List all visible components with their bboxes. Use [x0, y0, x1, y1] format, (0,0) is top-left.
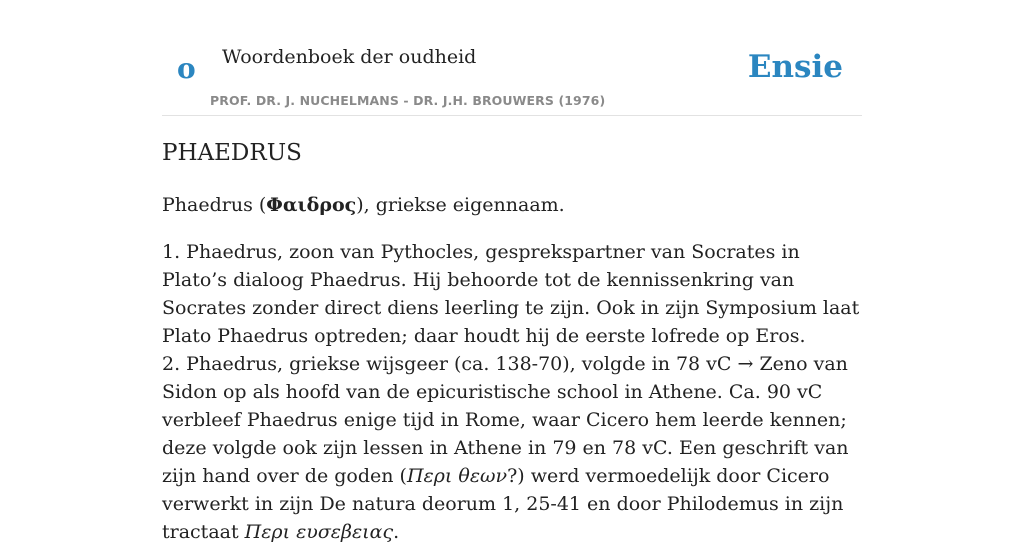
lead-greek-name: Φαιδρος — [266, 194, 357, 216]
lead-text-post: ), griekse eigennaam. — [356, 194, 565, 216]
book-authors: PROF. DR. J. NUCHELMANS - DR. J.H. BROUWERS (1976) — [210, 93, 606, 108]
paragraph-2-part-2: ?) werd vermoedelijk door Cicero verwerkt in zijn De natura deorum 1, 25-41 en door Philodemus in zijn tractaat — [162, 465, 844, 543]
header — [162, 0, 862, 116]
entry-paragraph-2 — [162, 350, 862, 546]
paragraph-2-part-3: . — [393, 521, 400, 543]
index-letter[interactable]: o — [177, 52, 196, 85]
ensie-logo-link[interactable]: Ensie — [747, 49, 843, 85]
lead-text-pre: Phaedrus ( — [162, 194, 267, 216]
paragraph-2-part-1: 2. Phaedrus, griekse wijsgeer (ca. 138-70), volgde in 78 vC → Zeno van Sidon op als hoofd van de epicuristische school in Athene. Ca. 90 vC verbleef Phaedrus enige tijd in Rome, waar Cicero hem leerde kennen; deze volgde ook zijn lessen in Athene in 79 en 78 vC. Een geschrift van zijn hand over de goden ( — [162, 353, 849, 487]
greek-title-peri-theon: Περι θεων — [406, 465, 508, 487]
entry-lead — [162, 191, 862, 219]
greek-title-peri-eusebeias: Περι ευσεβειας — [244, 521, 394, 543]
page-container — [162, 0, 862, 543]
entry-paragraph-1: 1. Phaedrus, zoon van Pythocles, gesprekspartner van Socrates in Plato’s dialoog Phaedrus. Hij behoorde tot de kennissenkring van Socrates zonder direct diens leerling te zijn. Ook in zijn Symposium laat Plato Phaedrus optreden; daar houdt hij de eerste lofrede op Eros. — [162, 241, 860, 347]
book-title[interactable]: Woordenboek der oudheid — [222, 46, 477, 68]
entry-body — [162, 238, 862, 546]
entry-title: PHAEDRUS — [162, 140, 302, 166]
